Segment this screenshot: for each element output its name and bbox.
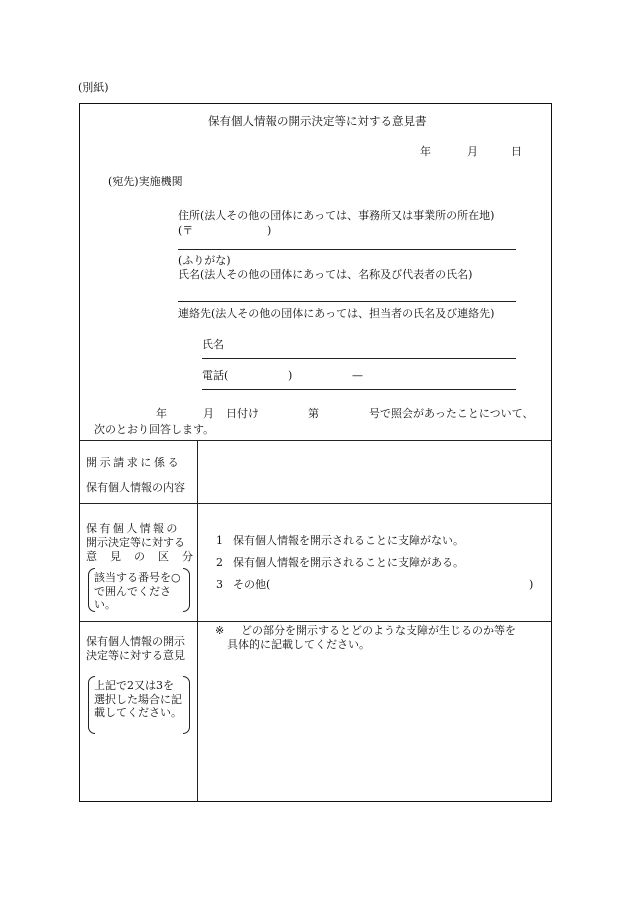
phone-label: 電話( <box>202 369 229 382</box>
form-title: 保有個人情報の開示決定等に対する意見書 <box>208 114 427 128</box>
column-divider <box>197 440 198 802</box>
name-label: 氏名(法人その他の団体にあっては、名称及び代表者の氏名) <box>178 268 473 281</box>
option-2-text: 保有個人情報を開示されることに支障がある。 <box>233 556 464 569</box>
class-label-line1: 保有個人情報の <box>86 522 180 535</box>
inquiry-dated: 日付け <box>226 407 259 420</box>
class-label-line2: 開示決定等に対する <box>86 536 185 549</box>
option-1-text: 保有個人情報を開示されることに支障がない。 <box>233 534 464 547</box>
inquiry-line2: 次のとおり回答します。 <box>94 423 215 436</box>
content-field[interactable] <box>199 442 550 502</box>
postal-open: (〒 <box>178 224 194 237</box>
addressee: (宛先)実施機関 <box>108 175 183 188</box>
class-note: 該当する番号を○で囲んでください。 <box>94 571 181 611</box>
date-year: 年 <box>420 145 431 158</box>
date-day: 日 <box>511 145 522 158</box>
name-line[interactable] <box>178 301 516 302</box>
attachment-label: (別紙) <box>78 81 109 94</box>
row-divider-1 <box>80 503 551 504</box>
inquiry-year: 年 <box>156 407 167 420</box>
option-1-num[interactable]: 1 <box>216 534 223 547</box>
opinion-field[interactable] <box>199 656 550 800</box>
opinion-label-line1: 保有個人情報の開示 <box>86 635 185 648</box>
content-label-line1 <box>86 456 191 470</box>
phone-dash: — <box>352 369 363 382</box>
opinion-note-bracket <box>88 676 190 734</box>
content-label-text: 開示請求に係る <box>86 456 182 469</box>
opinion-note: 上記で2又は3を選択した場合に記載してください。 <box>94 679 182 719</box>
instruction-line1: どの部分を開示するとどのような支障が生じるのか等を <box>241 624 516 637</box>
phone-line[interactable] <box>202 389 516 390</box>
postal-close: ) <box>267 224 272 237</box>
inquiry-month: 月 <box>203 407 214 420</box>
address-line[interactable] <box>178 249 516 250</box>
date-month: 月 <box>467 145 478 158</box>
class-note-bracket <box>88 568 190 612</box>
inquiry-no-prefix: 第 <box>308 407 319 420</box>
row-divider-2 <box>80 621 551 622</box>
inquiry-line1-rest: 号で照会があったことについて、 <box>369 407 534 420</box>
class-label-line3: 意見の区分 <box>86 550 206 563</box>
option-3-close: ) <box>529 578 534 591</box>
content-label-line2: 保有個人情報の内容 <box>86 481 185 494</box>
instruction-line2: 具体的に記載してください。 <box>227 638 370 651</box>
contact-name-line[interactable] <box>202 358 516 359</box>
furigana-label: (ふりがな) <box>178 254 231 267</box>
table-top-line <box>80 440 551 441</box>
opinion-label-line2: 決定等に対する意見 <box>86 649 185 662</box>
phone-close: ) <box>288 369 293 382</box>
option-2-num[interactable]: 2 <box>216 556 223 569</box>
contact-name-label: 氏名 <box>202 338 224 351</box>
instruction-mark: ※ <box>215 624 225 637</box>
address-label: 住所(法人その他の団体にあっては、事務所又は事業所の所在地) <box>178 209 495 222</box>
option-3-num[interactable]: 3 <box>216 578 223 591</box>
contact-label: 連絡先(法人その他の団体にあっては、担当者の氏名及び連絡先) <box>178 307 495 320</box>
option-3-text: その他( <box>233 578 271 591</box>
